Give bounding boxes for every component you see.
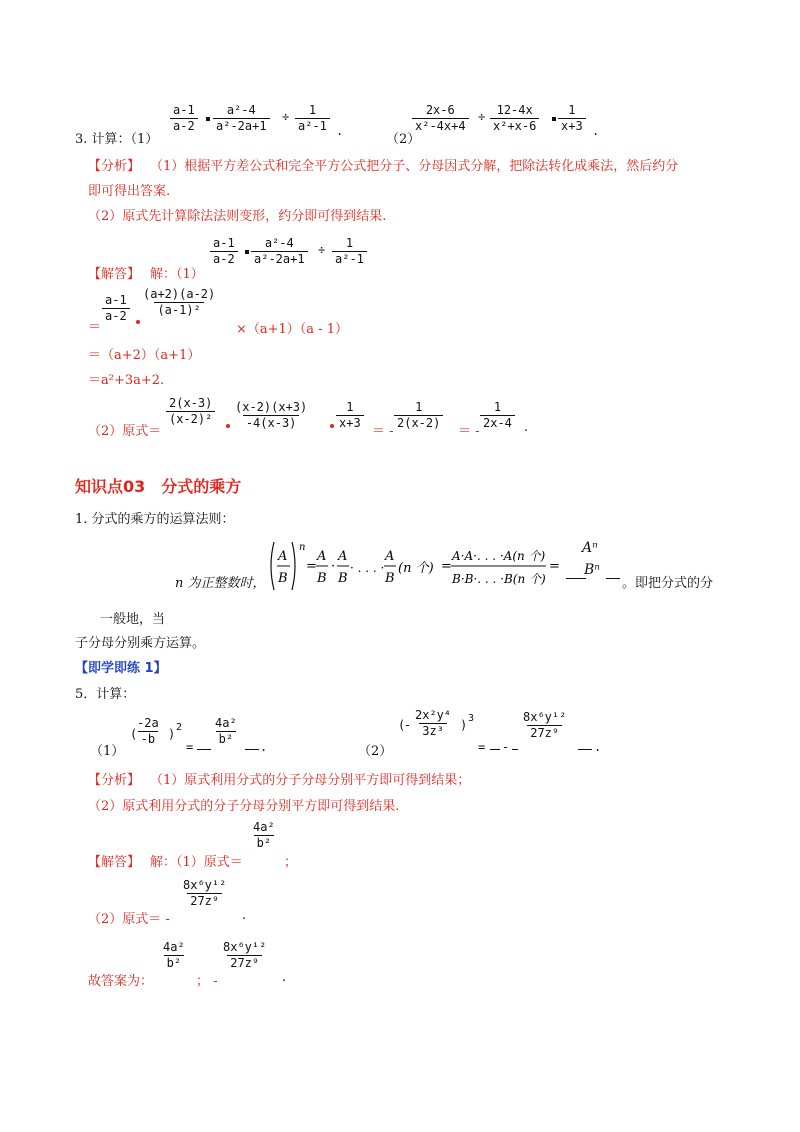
practice-solution-line2: （2）原式＝ -	[88, 912, 170, 927]
multiply-dot	[330, 424, 334, 428]
svg-text:A: A	[278, 549, 288, 564]
exponent: 3	[468, 713, 475, 724]
sol-step1-frac1: $\frac{a-1}{a-2}$	[102, 293, 130, 324]
blank-line	[245, 737, 259, 750]
period: .	[242, 908, 247, 923]
p5-1-answer: $\frac{\text{4a²}}{\text{b²}}$	[215, 716, 237, 746]
rule-result-num: Aⁿ	[582, 540, 598, 556]
practice-p2-label: （2）	[358, 744, 393, 759]
multiply-dot	[226, 424, 230, 428]
svg-text:B: B	[385, 571, 395, 586]
sol-answer2: $\frac{\text{8x⁶y¹²}}{\text{27z⁹}}$	[183, 878, 227, 908]
blank-line	[512, 737, 518, 750]
svg-text:B: B	[317, 571, 327, 586]
sol-step1-frac2: $\frac{(a+2)(a-2)}{\text{(a-1)²}}$	[143, 287, 216, 317]
sol-frac1: $\frac{a-1}{a-2}$	[210, 236, 238, 267]
p3-2-frac2: $\frac{12-4x}{\text{x²+x-6}}$	[490, 103, 539, 134]
minus-sign: -	[502, 740, 510, 754]
multiply-dot	[136, 320, 140, 324]
svg-text:n: n	[299, 542, 306, 553]
p5-2-answer: $\frac{\text{8x⁶y¹²}}{\text{27z⁹}}$	[523, 710, 567, 740]
problem3-part2-label: （2）	[386, 132, 421, 147]
general-text: 一般地，当	[100, 612, 166, 627]
practice-label: 5．计算：	[75, 687, 136, 702]
practice-solution-tag: 【解答】	[88, 855, 141, 870]
rule-prefix: n 为正整数时，	[175, 576, 266, 591]
blank-line	[490, 737, 500, 750]
period: .	[592, 124, 600, 138]
sol-step1-tail: ×（a+1）（a - 1）	[236, 322, 348, 337]
p3-1-frac2: $\frac{\text{a²-4}}{\text{a²-2a+1}}$	[213, 103, 270, 134]
period: .	[594, 740, 602, 754]
period: .	[260, 740, 268, 754]
eq-minus: ＝ -	[458, 424, 480, 439]
svg-text:A: A	[317, 549, 327, 564]
problem3-label: 3. 计算：（1）	[75, 132, 159, 147]
svg-text:A: A	[385, 549, 395, 564]
solution-tag: 【解答】	[88, 267, 141, 282]
sol-step3: ＝a²+3a+2.	[88, 373, 165, 388]
final-answer2: $\frac{\text{8x⁶y¹²}}{\text{27z⁹}}$	[223, 940, 267, 970]
blank-line	[566, 566, 586, 579]
practice-analysis-line1: （1）原式利用分式的分子分母分别平方即可得到结果；	[150, 773, 471, 788]
section-title: 知识点03 分式的乘方	[75, 477, 242, 496]
divide-sign: ÷	[318, 243, 326, 257]
practice-p1-label: （1）	[90, 744, 125, 759]
rule-label: 1. 分式的乘方的运算法则：	[75, 512, 235, 527]
p3-1-frac3: $\frac{1}{\text{a²-1}}$	[295, 103, 330, 134]
svg-text:· . . . ·: · . . . ·	[350, 561, 385, 575]
period: .	[524, 420, 529, 435]
divide-sign: ÷	[282, 110, 290, 124]
analysis-line1: （1）根据平方差公式和完全平方公式把分子、分母因式分解，把除法转化成乘法，然后约分	[150, 159, 679, 174]
p3-2-frac1: $\frac{2x-6}{\text{x²-4x+4}}$	[412, 103, 469, 134]
multiply-dot	[552, 117, 556, 121]
power-rule-formula	[268, 538, 578, 594]
multiply-dot	[245, 250, 249, 254]
blank-line	[578, 737, 592, 750]
svg-text:B·B·. . . ·B(n 个): B·B·. . . ·B(n 个)	[452, 572, 546, 586]
sol-step2: ＝（a+2）（a+1）	[88, 348, 201, 363]
final-answer1: $\frac{\text{4a²}}{\text{b²}}$	[163, 940, 185, 970]
final-answer-label: 故答案为：	[88, 974, 154, 989]
rule-result-den: Bⁿ	[584, 562, 600, 578]
practice-solution-line1: 解：（1）原式＝	[150, 855, 243, 870]
sol-p2-frac2: $\frac{(x-2)(x+3)}{-4(x-3)}$	[235, 400, 308, 430]
sol-p2-frac5: $\frac{1}{2x-4}$	[480, 400, 515, 431]
svg-text:=: =	[549, 559, 560, 574]
analysis-line1b: 即可得出答案.	[88, 184, 171, 199]
analysis-line2: （2）原式先计算除法法则变形，约分即可得到结果.	[88, 209, 387, 224]
general-text-2: 子分母分别乘方运算。	[75, 636, 206, 651]
rule-tail: 。即把分式的分	[622, 576, 714, 591]
exponent: 2	[176, 722, 183, 733]
p3-2-frac3: $\frac{1}{x+3}$	[558, 103, 586, 134]
svg-text:B: B	[338, 571, 348, 586]
p5-2-inner-frac: $\frac{\text{2x²y⁴}}{\text{3z³}}$	[415, 708, 452, 738]
sol-answer1: $\frac{\text{4a²}}{\text{b²}}$	[253, 820, 275, 850]
practice-analysis-tag: 【分析】	[88, 773, 141, 788]
eq-minus: ＝ -	[372, 424, 394, 439]
p5-1-inner-frac: $\frac{-2a}{-b}$	[137, 716, 159, 746]
svg-text:(n 个): (n 个)	[398, 561, 434, 576]
svg-text:B: B	[278, 571, 288, 586]
eq-sign: =	[186, 740, 194, 754]
eq-sign: ＝	[88, 320, 102, 335]
period: .	[336, 124, 344, 138]
blank-line	[606, 566, 620, 579]
separator: ； -	[196, 974, 218, 989]
multiply-dot	[206, 117, 210, 121]
semicolon: ；	[284, 855, 298, 870]
document-page: 3. 计算：（1） $\frac{a-1}{a-2}$ $\frac{\text{a²-4}}{\text{a²-2a+1}}$ ÷ $\frac{1}{\text{a²-1}}$ . （2） $\frac{2x-6}{\text{x²-4x+4}}$ ÷ $\frac{12-4x}{\text{x²+x-6}}$ $\frac{1}{x+3}$ . 【分析】 （1）根据平方差公式和完全平方公式把分子、分母因式分解，把除法转化成乘法，然后约分 即可得出答案. （2）原式先计算除法法则变形，约分即可得到结果. 【解答】 解：（1） $\frac{a-1}{a-2}$ $\frac{\text{a²-4}}{\text{a²-2a+1}}$ ÷ $\frac{1}{\text{a²-1}}$ ＝ $\frac{a-1}{a-2}$ $\frac{(a+2)(a-2)}{\text{(a-1)²}}$ ×（a+1）（a - 1） ＝（a+2）（a+1） ＝a²+3a+2. （2）原式＝ $\frac{2(x-3)}{\text{(x-2)²}}$ $\frac{(x-2)(x+3)}{-4(x-3)}$ $\frac{1}{x+3}$ ＝ - $\frac{1}{2(x-2)}$ ＝ - $\frac{1}{2x-4}$ . 知识点03 分式的乘方 1. 分式的乘方的运算法则： n 为正整数时， A B n = A B · A B · . . . · A B (n 个) = A·A·. . . ·A(n 个) B·B·. . . ·B(n 个) = Aⁿ Bⁿ 。即把分式的分 一般地，当 子分母分别乘方运算。 【即学即练 1】 5．计算： （1） ( $\frac{-2a}{-b}$ ) 2 = $\frac{\text{4a²}}{\text{b²}}$ . （2） ( - $\frac{\text{2x²y⁴}}{\text{3z³}}$ ) 3 = - $\frac{\text{8x⁶y¹²}}{\text{27z⁹}}$ . 【分析】 （1）原式利用分式的分子分母分别平方即可得到结果； （2）原式利用分式的分子分母分别平方即可得到结果. 【解答】 解：（1）原式＝ $\frac{\text{4a²}}{\text{b²}}$ ； （2）原式＝ - $\frac{\text{8x⁶y¹²}}{\text{27z⁹}}$ . 故答案为： $\frac{\text{4a²}}{\text{b²}}$ ； - $\frac{\text{8x⁶y¹²}}{\text{27z⁹}}$ .	[75, 103, 714, 989]
svg-text:A·A·. . . ·A(n 个): A·A·. . . ·A(n 个)	[452, 549, 546, 563]
minus-sign: -	[404, 718, 412, 732]
sol-p2-frac1: $\frac{2(x-3)}{\text{(x-2)²}}$	[166, 396, 215, 427]
period: .	[282, 970, 287, 985]
sol-part2-label: （2）原式＝	[88, 424, 162, 439]
blank-line	[197, 737, 211, 750]
practice-analysis-line2: （2）原式利用分式的分子分母分别平方即可得到结果.	[88, 799, 400, 814]
svg-text:A: A	[338, 549, 348, 564]
divide-sign: ÷	[478, 110, 486, 124]
sol-p2-frac3: $\frac{1}{x+3}$	[336, 400, 364, 431]
solution-jie: 解：（1）	[150, 267, 204, 282]
sol-p2-frac4: $\frac{1}{2(x-2)}$	[394, 400, 443, 431]
svg-text:=: =	[441, 559, 452, 574]
p3-1-frac1: $\frac{a-1}{a-2}$	[170, 103, 198, 134]
svg-text:·: ·	[331, 559, 336, 574]
eq-sign: =	[478, 740, 486, 754]
sol-frac2: $\frac{\text{a²-4}}{\text{a²-2a+1}}$	[251, 236, 308, 267]
practice-tag: 【即学即练 1】	[75, 661, 167, 676]
svg-text:=: =	[306, 559, 317, 574]
analysis-tag: 【分析】	[88, 159, 141, 174]
sol-frac3: $\frac{1}{\text{a²-1}}$	[332, 236, 367, 267]
